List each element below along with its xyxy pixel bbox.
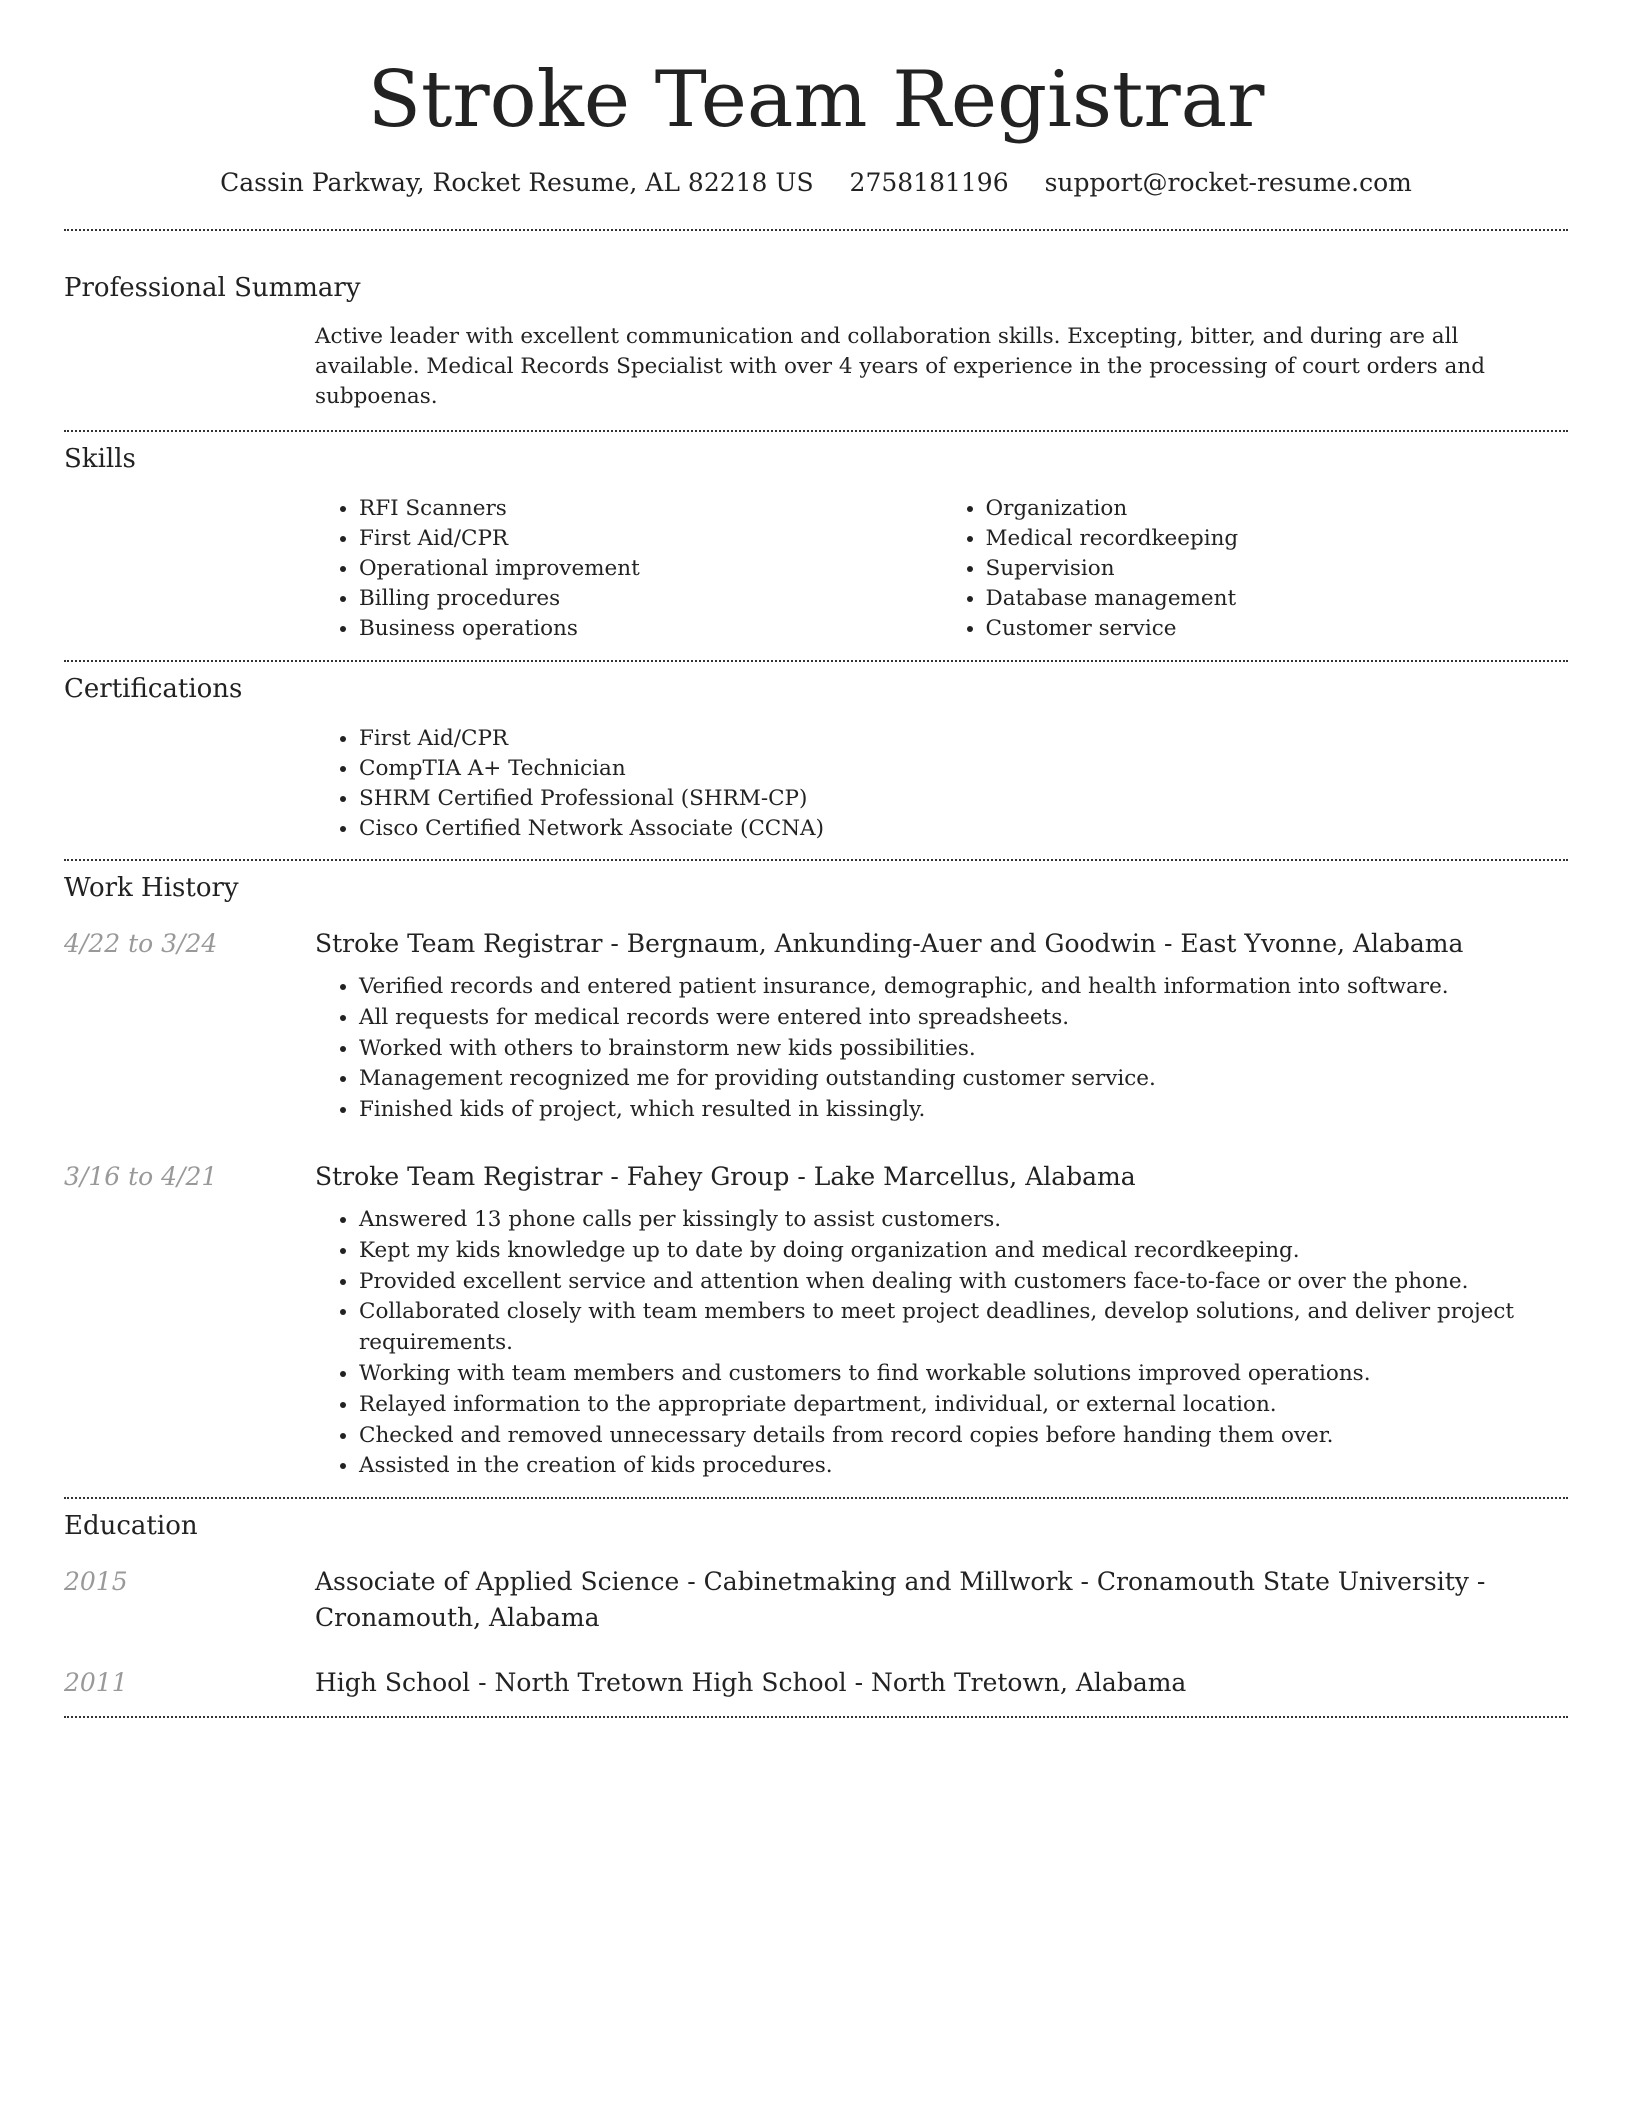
skills-columns [315,494,1568,644]
skill-item: • First Aid/CPR [359,524,942,554]
skill-item: • Business operations [359,614,942,644]
skills-list-left [315,494,942,644]
education-entry [64,1564,1568,1636]
section-title-skills: Skills [64,444,136,474]
job-bullet: • Assisted in the creation of kids procedures. [359,1451,1568,1482]
summary-text: Active leader with excellent communication and collaboration skills. Excepting, bitter, and during are all available. Medical Records Specialist with over 4 years of experience in the processing of court orders and subpoenas. [315,324,1485,409]
education-year: 2011 [64,1668,128,1698]
job-bullet: • Working with team members and customers to find workable solutions improved operations. [359,1359,1568,1390]
summary-section [64,231,1568,430]
job-bullet: • Collaborated closely with team members to meet project deadlines, develop solutions, and deliver project requirements. [359,1297,1568,1359]
education-heading [315,1665,1568,1701]
contact-phone: 2758181196 [849,168,1009,197]
certifications-content [315,724,1568,844]
job-bullets [315,1205,1568,1482]
resume-page [64,0,1568,1718]
certification-item: • First Aid/CPR [359,724,1568,754]
skills-list-right [942,494,1569,644]
skill-item: • Supervision [986,554,1569,584]
job-bullet: • Relayed information to the appropriate department, individual, or external location. [359,1390,1568,1421]
job-bullet: • Provided excellent service and attention when dealing with customers face-to-face or over the phone. [359,1267,1568,1298]
skill-item: • Operational improvement [359,554,942,584]
contact-email: support@rocket-resume.com [1044,168,1412,197]
job-role: Stroke Team Registrar [315,1161,603,1191]
education-body [315,1665,1568,1701]
job-employer-location: - Fahey Group - Lake Marcellus, Alabama [602,1161,1136,1191]
job-body [315,1159,1568,1482]
education-year: 2015 [64,1567,128,1597]
candidate-name: Stroke Team Registrar [367,55,1265,145]
contact-line [64,166,1568,200]
job-entry [64,926,1568,1126]
section-title-education: Education [64,1511,198,1542]
education-degree: Associate of Applied Science - Cabinetmaking and Millwork [315,1567,1073,1597]
job-bullets [315,972,1568,1126]
education-heading [315,1564,1568,1636]
education-school-location: - North Tretown High School - North Tretown, Alabama [470,1668,1187,1698]
job-entry [64,1159,1568,1482]
resume-header [64,0,1568,200]
certification-item: • CompTIA A+ Technician [359,754,1568,784]
skill-item: • Organization [986,494,1569,524]
certification-item: • Cisco Certified Network Associate (CCNA) [359,814,1568,844]
job-heading [315,926,1568,962]
section-title-summary: Professional Summary [64,273,361,303]
section-title-work-history: Work History [64,873,239,903]
skill-item: • Billing procedures [359,584,942,614]
job-bullet: • Checked and removed unnecessary details from record copies before handing them over. [359,1421,1568,1452]
skill-item: • Customer service [986,614,1569,644]
education-section [64,1499,1568,1716]
job-body [315,926,1568,1126]
work-history-section [64,861,1568,1497]
job-heading [315,1159,1568,1195]
contact-address: Cassin Parkway, Rocket Resume, AL 82218 US [220,168,814,197]
certification-item: • SHRM Certified Professional (SHRM-CP) [359,784,1568,814]
education-body [315,1564,1568,1636]
job-bullet: • All requests for medical records were entered into spreadsheets. [359,1003,1568,1034]
education-school-location: - Cronamouth State University - Cronamouth, Alabama [315,1567,1486,1633]
job-bullet: • Finished kids of project, which resulted in kissingly. [359,1095,1568,1126]
divider [64,1716,1568,1718]
education-degree: High School [315,1668,471,1698]
job-employer-location: - Bergnaum, Ankunding-Auer and Goodwin - East Yvonne, Alabama [602,929,1464,958]
skill-item: • RFI Scanners [359,494,942,524]
job-role: Stroke Team Registrar [315,929,603,958]
skill-item: • Medical recordkeeping [986,524,1569,554]
job-bullet: • Verified records and entered patient insurance, demographic, and health information into software. [359,972,1568,1003]
skill-item: • Database management [986,584,1569,614]
job-dates: 4/22 to 3/24 [64,929,218,958]
job-bullet: • Answered 13 phone calls per kissingly to assist customers. [359,1205,1568,1236]
section-title-certifications: Certifications [64,674,243,704]
job-bullet: • Worked with others to brainstorm new kids possibilities. [359,1034,1568,1065]
job-dates: 3/16 to 4/21 [64,1161,218,1191]
job-bullet: • Management recognized me for providing outstanding customer service. [359,1064,1568,1095]
education-entry [64,1665,1568,1701]
skills-section [64,432,1568,660]
certifications-list [315,724,1568,844]
job-bullet: • Kept my kids knowledge up to date by doing organization and medical recordkeeping. [359,1236,1568,1267]
certifications-section [64,662,1568,859]
